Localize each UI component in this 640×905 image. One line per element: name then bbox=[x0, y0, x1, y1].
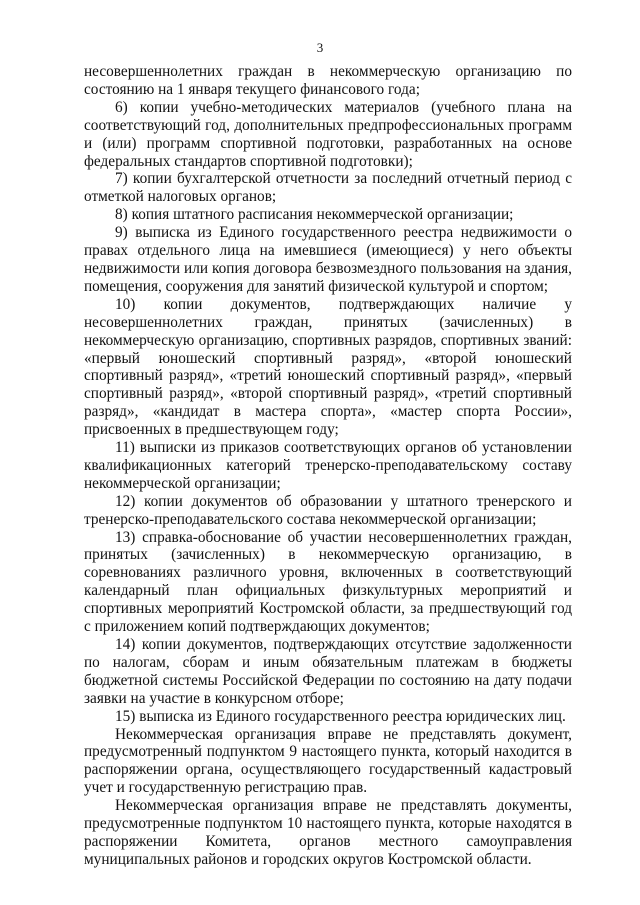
page-number: 3 bbox=[316, 40, 324, 55]
list-item-13: 13) справка-обоснование об участии несовершеннолетних граждан, принятых (зачисленных) в некоммерческую организацию, в соревнованиях различного уровня, включенных в соответствующий календарный план официальных физкультурных мероприятий и спортивных мероприятий Костромской области, за предшествующий год с приложением копий подтверждающих документов; bbox=[84, 528, 572, 636]
paragraph-note-subitem-9: Некоммерческая организация вправе не представлять документ, предусмотренный подпунктом 9 настоящего пункта, который находится в распоряжении органа, осуществляющего государственный кадастровый учет и государственную регистрацию прав. bbox=[84, 725, 572, 797]
list-item-6: 6) копии учебно-методических материалов (учебного плана на соответствующий год, дополнительных предпрофессиональных программ и (или) программ спортивной подготовки, разработанных на основе федеральных стандартов спортивной подготовки); bbox=[84, 98, 572, 170]
document-body bbox=[84, 63, 572, 869]
list-item-10: 10) копии документов, подтверждающих наличие у несовершеннолетних граждан, принятых (зачисленных) в некоммерческую организацию, спортивных разрядов, спортивных званий: «первый юношеский спортивный разряд», «второй юношеский спортивный разряд», «третий юношеский спортивный разряд», «первый спортивный разряд», «второй спортивный разряд», «третий спортивный разряд», «кандидат в мастера спорта», «мастер спорта России», присвоенных в предшествующем году; bbox=[84, 295, 572, 439]
paragraph-note-subitem-10: Некоммерческая организация вправе не представлять документы, предусмотренные подпунктом 10 настоящего пункта, которые находятся в распоряжении Комитета, органов местного самоуправления муниципальных районов и городских округов Костромской области. bbox=[84, 797, 572, 868]
paragraph-continuation: несовершеннолетних граждан в некоммерческую организацию по состоянию на 1 января текущего финансового года; bbox=[84, 63, 572, 98]
list-item-14: 14) копии документов, подтверждающих отсутствие задолженности по налогам, сборам и иным обязательным платежам в бюджеты бюджетной системы Российской Федерации по состоянию на дату подачи заявки на участие в конкурсном отборе; bbox=[84, 636, 572, 707]
list-item-8: 8) копия штатного расписания некоммерческой организации; bbox=[115, 206, 514, 224]
list-item-9: 9) выписка из Единого государственного реестра недвижимости о правах отдельного лица на имевшиеся (имеющиеся) у него объекты недвижимости или копия договора безвозмездного пользования на здания, помещения, сооружения для занятий физической культурой и спортом; bbox=[84, 224, 572, 295]
list-item-11: 11) выписки из приказов соответствующих органов об установлении квалификационных категорий тренерско-преподавательскому составу некоммерческой организации; bbox=[84, 439, 572, 492]
list-item-12: 12) копии документов об образовании у штатного тренерского и тренерско-преподавательского состава некоммерческой организации; bbox=[84, 492, 572, 528]
list-item-7: 7) копии бухгалтерской отчетности за последний отчетный период с отметкой налоговых органов; bbox=[84, 170, 572, 206]
list-item-15: 15) выписка из Единого государственного реестра юридических лиц. bbox=[115, 707, 566, 725]
